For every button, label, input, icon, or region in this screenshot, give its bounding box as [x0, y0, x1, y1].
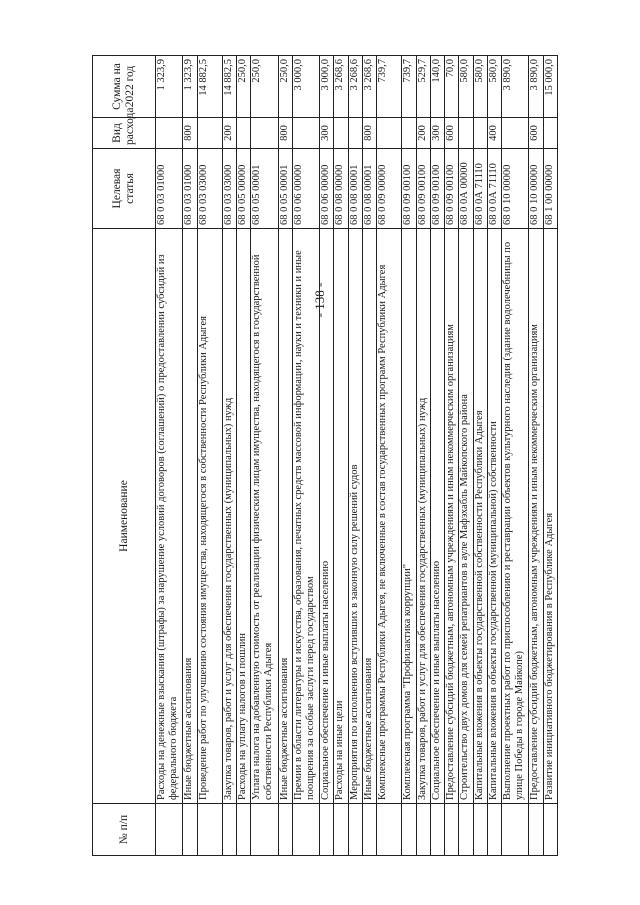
row-sum-cell: 1 323,9 — [183, 56, 197, 118]
header-code: Целевая статья — [93, 149, 156, 229]
table-row — [402, 56, 416, 856]
row-number-cell — [197, 804, 222, 856]
row-name-cell: Комплексные программы Республики Адыгея, не включенные в состав государственных программ Республики Адыгея — [377, 229, 402, 804]
table-row — [251, 56, 278, 856]
row-kind-cell: 200 — [416, 118, 430, 149]
header-kind: Вид расхода — [93, 118, 156, 149]
table-row — [416, 56, 430, 856]
row-code-cell: 68 0 03 03000 — [222, 149, 236, 229]
row-name-cell: Предоставление субсидий бюджетным, автономным учреждениям и иным некоммерческим организациям — [445, 229, 459, 804]
row-code-cell: 68 0 10 00000 — [502, 149, 529, 229]
row-kind-cell — [197, 118, 222, 149]
row-kind-cell: 800 — [278, 118, 292, 149]
table-row — [292, 56, 319, 856]
row-kind-cell: 300 — [320, 118, 334, 149]
row-kind-cell — [156, 118, 183, 149]
row-sum-cell: 14 882,5 — [222, 56, 236, 118]
row-sum-cell: 3 890,0 — [502, 56, 529, 118]
row-name-cell: Иные бюджетные ассигнования — [278, 229, 292, 804]
row-code-cell: 68 0 09 00100 — [402, 149, 416, 229]
row-code-cell: 68 0 09 00000 — [377, 149, 402, 229]
row-kind-cell — [459, 118, 473, 149]
row-sum-cell: 3 890,0 — [529, 56, 543, 118]
row-kind-cell — [543, 118, 557, 149]
table-row — [222, 56, 236, 856]
row-kind-cell — [473, 118, 487, 149]
row-code-cell: 68 0 03 01000 — [156, 149, 183, 229]
row-kind-cell: 600 — [445, 118, 459, 149]
row-kind-cell: 600 — [529, 118, 543, 149]
row-name-cell: Развитие инициативного бюджетирования в Республике Адыгея — [543, 229, 557, 804]
table-row — [430, 56, 444, 856]
row-name-cell: Премии в области литературы и искусства, образования, печатных средств массовой информации, науки и техники и иные поощрения за особые заслуги перед государством — [292, 229, 319, 804]
row-code-cell: 68 0 05 00001 — [278, 149, 292, 229]
row-name-cell: Предоставление субсидий бюджетным, автономным учреждениям и иным некоммерческим организациям — [529, 229, 543, 804]
row-number-cell — [183, 804, 197, 856]
row-code-cell: 68 0 0А 00000 — [459, 149, 473, 229]
row-kind-cell: 300 — [430, 118, 444, 149]
row-name-cell: Капитальные вложения в объекты государственной собственности Республики Адыгея — [473, 229, 487, 804]
row-sum-cell: 250,0 — [278, 56, 292, 118]
row-name-cell: Комплексная программа "Профилактика коррупции" — [402, 229, 416, 804]
row-number-cell — [320, 804, 334, 856]
row-kind-cell — [348, 118, 362, 149]
row-sum-cell: 1 323,9 — [156, 56, 183, 118]
row-number-cell — [430, 804, 444, 856]
row-kind-cell: 400 — [487, 118, 501, 149]
row-sum-cell: 3 000,0 — [292, 56, 319, 118]
row-kind-cell — [237, 118, 251, 149]
row-code-cell: 68 1 00 00000 — [543, 149, 557, 229]
row-code-cell: 68 0 08 00000 — [334, 149, 348, 229]
row-name-cell: Социальное обеспечение и иные выплаты населению — [320, 229, 334, 804]
row-number-cell — [487, 804, 501, 856]
row-name-cell: Уплата налога на добавленную стоимость от реализации физическим лицам имущества, находящегося в государственной собственности Республики Адыгея — [251, 229, 278, 804]
table-row — [445, 56, 459, 856]
row-code-cell: 68 0 0А 71110 — [487, 149, 501, 229]
table-header-row — [93, 56, 156, 856]
row-code-cell: 68 0 06 00000 — [320, 149, 334, 229]
row-code-cell: 68 0 06 00000 — [292, 149, 319, 229]
row-name-cell: Выполнение проектных работ по приспособлению и реставрации объектов культурного наследия (здание водолечебницы по улице Победы в городе Майкопе) — [502, 229, 529, 804]
row-sum-cell: 739,7 — [402, 56, 416, 118]
row-number-cell — [362, 804, 376, 856]
row-name-cell: Капитальные вложения в объекты государственной (муниципальной) собственности — [487, 229, 501, 804]
row-number-cell — [237, 804, 251, 856]
table-row — [362, 56, 376, 856]
table-row — [334, 56, 348, 856]
row-kind-cell: 800 — [362, 118, 376, 149]
row-kind-cell — [251, 118, 278, 149]
row-number-cell — [502, 804, 529, 856]
row-code-cell: 68 0 0А 71110 — [473, 149, 487, 229]
row-kind-cell: 200 — [222, 118, 236, 149]
row-number-cell — [156, 804, 183, 856]
row-number-cell — [445, 804, 459, 856]
row-sum-cell: 3 268,6 — [362, 56, 376, 118]
row-number-cell — [473, 804, 487, 856]
table-row — [529, 56, 543, 856]
row-name-cell: Мероприятия по исполнению вступивших в законную силу решений судов — [348, 229, 362, 804]
row-name-cell: Расходы на иные цели — [334, 229, 348, 804]
row-number-cell — [348, 804, 362, 856]
row-number-cell — [529, 804, 543, 856]
row-code-cell: 68 0 05 00001 — [251, 149, 278, 229]
row-sum-cell: 250,0 — [237, 56, 251, 118]
row-number-cell — [543, 804, 557, 856]
row-sum-cell: 739,7 — [377, 56, 402, 118]
table-row — [156, 56, 183, 856]
table-row — [197, 56, 222, 856]
row-sum-cell: 3 268,6 — [348, 56, 362, 118]
table-row — [473, 56, 487, 856]
row-sum-cell: 580,0 — [473, 56, 487, 118]
row-kind-cell — [377, 118, 402, 149]
table-row — [183, 56, 197, 856]
table-row — [543, 56, 557, 856]
table-body — [156, 56, 558, 856]
row-name-cell: Строительство двух домов для семей репатриантов в ауле Мафэхабль Майкопского района — [459, 229, 473, 804]
budget-table — [92, 55, 558, 856]
row-name-cell: Закупка товаров, работ и услуг для обеспечения государственных (муниципальных) нужд — [222, 229, 236, 804]
row-code-cell: 68 0 03 03000 — [197, 149, 222, 229]
row-sum-cell: 250,0 — [251, 56, 278, 118]
row-number-cell — [416, 804, 430, 856]
row-name-cell: Иные бюджетные ассигнования — [362, 229, 376, 804]
row-sum-cell: 15 000,0 — [543, 56, 557, 118]
table-row — [348, 56, 362, 856]
row-number-cell — [278, 804, 292, 856]
row-number-cell — [459, 804, 473, 856]
row-kind-cell — [292, 118, 319, 149]
row-name-cell: Закупка товаров, работ и услуг для обеспечения государственных (муниципальных) нужд — [416, 229, 430, 804]
table-row — [237, 56, 251, 856]
row-name-cell: Проведение работ по улучшению состояния имущества, находящегося в собственности Республики Адыгея — [197, 229, 222, 804]
row-kind-cell — [502, 118, 529, 149]
row-number-cell — [292, 804, 319, 856]
row-sum-cell: 3 268,6 — [334, 56, 348, 118]
header-name: Наименование — [93, 229, 156, 804]
row-sum-cell: 140,0 — [430, 56, 444, 118]
table-row — [459, 56, 473, 856]
row-number-cell — [222, 804, 236, 856]
row-code-cell: 68 0 05 00000 — [237, 149, 251, 229]
page-number: - 138 - — [312, 282, 327, 318]
row-sum-cell: 580,0 — [459, 56, 473, 118]
row-sum-cell: 70,0 — [445, 56, 459, 118]
row-name-cell: Расходы на уплату налогов и пошлин — [237, 229, 251, 804]
row-number-cell — [251, 804, 278, 856]
row-code-cell: 68 0 08 00001 — [348, 149, 362, 229]
header-num: № п/п — [93, 804, 156, 856]
row-sum-cell: 580,0 — [487, 56, 501, 118]
budget-table-container — [92, 56, 558, 856]
row-code-cell: 68 0 10 00000 — [529, 149, 543, 229]
row-kind-cell: 800 — [183, 118, 197, 149]
row-sum-cell: 14 882,5 — [197, 56, 222, 118]
row-name-cell: Расходы на денежные взыскания (штрафы) за нарушение условий договоров (соглашений) о предоставлении субсидий из федерального бюджета — [156, 229, 183, 804]
row-code-cell: 68 0 09 00100 — [445, 149, 459, 229]
table-row — [487, 56, 501, 856]
table-row — [377, 56, 402, 856]
row-name-cell: Социальное обеспечение и иные выплаты населению — [430, 229, 444, 804]
row-number-cell — [334, 804, 348, 856]
header-sum: Сумма на 2022 год — [93, 56, 156, 118]
table-row — [320, 56, 334, 856]
row-sum-cell: 529,7 — [416, 56, 430, 118]
row-kind-cell — [402, 118, 416, 149]
row-sum-cell: 3 000,0 — [320, 56, 334, 118]
row-code-cell: 68 0 09 00100 — [430, 149, 444, 229]
row-code-cell: 68 0 08 00001 — [362, 149, 376, 229]
row-number-cell — [377, 804, 402, 856]
row-number-cell — [402, 804, 416, 856]
table-row — [278, 56, 292, 856]
row-code-cell: 68 0 09 00100 — [416, 149, 430, 229]
table-row — [502, 56, 529, 856]
row-code-cell: 68 0 03 01000 — [183, 149, 197, 229]
row-name-cell: Иные бюджетные ассигнования — [183, 229, 197, 804]
row-kind-cell — [334, 118, 348, 149]
